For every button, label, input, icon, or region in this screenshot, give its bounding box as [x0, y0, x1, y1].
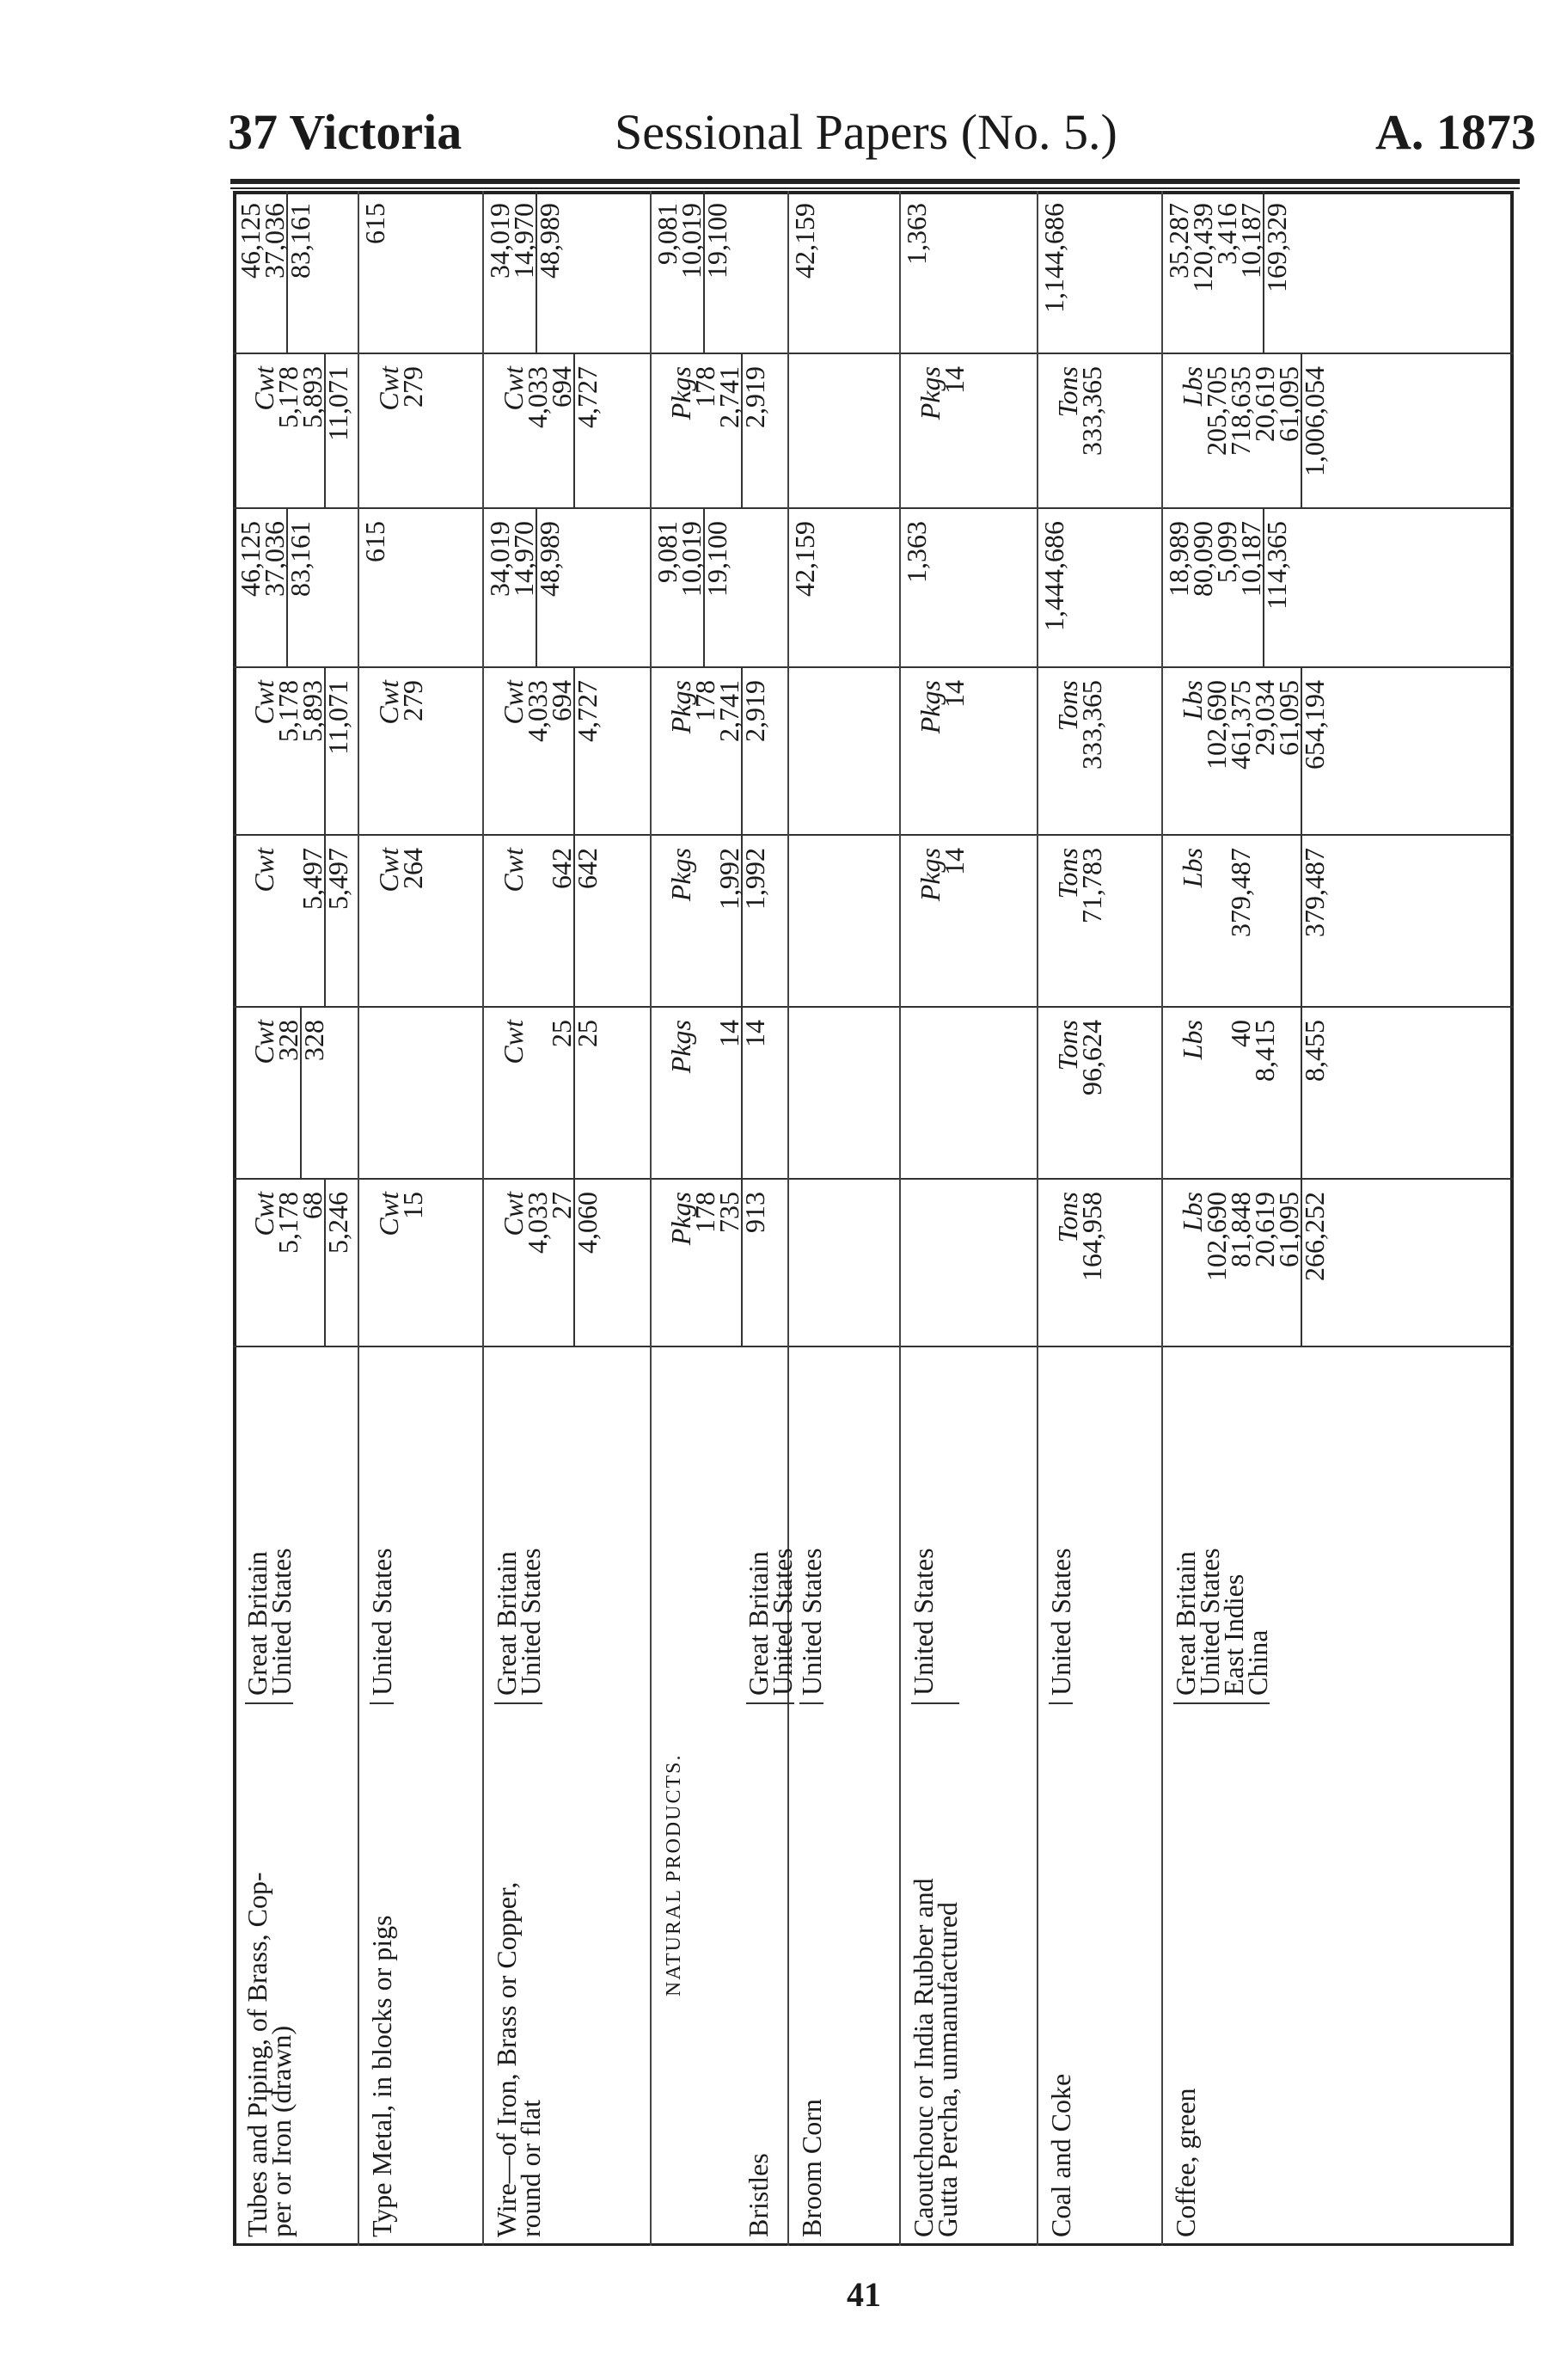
value-cell [238, 836, 353, 1008]
article-name [366, 1704, 397, 2237]
article-row [1170, 1339, 1273, 2246]
value: 14 [939, 366, 970, 394]
value-cell [363, 1008, 387, 1180]
value: 42,159 [789, 521, 820, 597]
value: 14,970 [508, 521, 539, 597]
country-list [242, 1548, 297, 1704]
unit-label: Tons [1052, 1192, 1083, 1243]
value: 14 [939, 848, 970, 875]
row-total: 5,497 [324, 836, 350, 1008]
value-cell [789, 191, 820, 354]
row-total: 8,455 [1301, 1008, 1326, 1180]
value-cell [487, 1008, 603, 1180]
article-line: Wire—of Iron, Brass or Copper, [491, 1881, 522, 2237]
row-total: 1,006,054 [1301, 354, 1326, 509]
value: 18,989 [1163, 521, 1194, 597]
value-cell [484, 509, 565, 668]
unit-label: Pkgs [665, 1020, 696, 1074]
value: 5,497 [297, 848, 328, 910]
country-name: Great Britain [491, 1551, 522, 1696]
value-cell [1038, 509, 1069, 668]
value-cell [487, 354, 603, 509]
country-list [366, 1548, 397, 1704]
unit-label: Cwt [498, 848, 529, 892]
value: 1,444,686 [1038, 521, 1069, 631]
unit-label: Cwt [248, 680, 279, 725]
value: 333,365 [1076, 366, 1107, 456]
value-cell [238, 354, 353, 509]
value [1276, 836, 1301, 1008]
country-list [1045, 1548, 1076, 1704]
value: 694 [546, 680, 577, 721]
article-line: Type Metal, in blocks or pigs [366, 1915, 397, 2237]
value: 14 [713, 1020, 744, 1047]
value: 40 [1225, 1020, 1256, 1047]
row-total: 642 [573, 836, 599, 1008]
value: 379,487 [1225, 848, 1256, 937]
value: 102,690 [1201, 680, 1232, 770]
unit-label: Cwt [373, 366, 404, 411]
row-total: 4,727 [573, 354, 599, 509]
value-cell [793, 836, 817, 1008]
value: 5,893 [297, 366, 328, 428]
value-cell [904, 1008, 928, 1180]
value: 5,099 [1211, 521, 1242, 583]
article-row [662, 1339, 798, 2246]
value: 461,375 [1225, 680, 1256, 770]
value: 279 [397, 366, 428, 408]
value: 5,178 [272, 1192, 303, 1254]
value-cell [655, 354, 770, 509]
value: 164,958 [1076, 1192, 1107, 1281]
unit-label: Cwt [373, 1192, 404, 1236]
value: 29,034 [1249, 680, 1280, 756]
value: 1,363 [901, 203, 932, 265]
value [793, 1180, 817, 1347]
value: 35,287 [1163, 203, 1194, 279]
value: 37,036 [259, 203, 290, 279]
value-column [233, 509, 1514, 668]
value: 102,690 [1201, 1192, 1232, 1281]
article-line: per or Iron (drawn) [266, 2025, 297, 2237]
article-row [366, 1339, 397, 2246]
row-total: 2,919 [741, 668, 767, 836]
row-total: 114,365 [1263, 509, 1289, 668]
unit-label: Cwt [373, 680, 404, 725]
value-column [233, 668, 1514, 836]
country-list [491, 1548, 546, 1704]
unit-label: Cwt [373, 848, 404, 892]
value: 10,019 [676, 203, 707, 279]
value-cell [363, 1180, 428, 1347]
value: 14 [939, 680, 970, 708]
value-cell [1042, 836, 1107, 1008]
value-cell [1042, 668, 1107, 836]
unit-label: Tons [1052, 1020, 1083, 1071]
value: 96,624 [1076, 1020, 1107, 1095]
value: 718,635 [1225, 366, 1256, 456]
value-cell [487, 1180, 603, 1347]
value: 25 [546, 1020, 577, 1047]
value: 27 [546, 1192, 577, 1219]
value-cell [487, 668, 603, 836]
article-line: Coal and Coke [1045, 2073, 1076, 2237]
value-cell [1166, 668, 1330, 836]
row-total: 328 [300, 1008, 326, 1180]
article-name [796, 1704, 827, 2237]
value [793, 354, 817, 509]
article-row [908, 1339, 963, 2246]
article-name [1170, 1704, 1270, 2237]
row-total: 83,161 [286, 191, 312, 354]
article-row [491, 1339, 546, 2246]
row-total: 83,161 [286, 509, 312, 668]
value: 5,893 [297, 680, 328, 742]
header-session: 37 Victoria [228, 104, 462, 160]
value-cell [363, 668, 428, 836]
value-cell [793, 354, 817, 509]
value: 10,187 [1235, 203, 1266, 279]
value: 71,783 [1076, 848, 1107, 923]
country-name: United States [796, 1548, 827, 1696]
section-heading: NATURAL PRODUCTS. [663, 1753, 685, 1997]
value-cell [1163, 191, 1292, 354]
article-line: Tubes and Piping, of Brass, Cop- [242, 1872, 272, 2237]
value: 5,178 [272, 366, 303, 428]
value-column [233, 354, 1514, 509]
value: 9,081 [652, 521, 683, 583]
value-cell [655, 836, 770, 1008]
row-total: 266,252 [1301, 1180, 1326, 1347]
value: 1,144,686 [1038, 203, 1069, 313]
page-number: 41 [847, 2275, 881, 2314]
value: 615 [359, 203, 390, 244]
article-line: Gutta Percha, unmanufactured [932, 1901, 963, 2237]
value: 178 [689, 1192, 720, 1233]
row-total: 25 [573, 1008, 599, 1180]
value: 178 [689, 366, 720, 408]
value-cell [1166, 1180, 1330, 1347]
value: 328 [272, 1020, 303, 1061]
unit-label: Pkgs [665, 1192, 696, 1246]
value-column [233, 191, 1514, 354]
country-name: United States [366, 1548, 397, 1696]
country-name: United States [266, 1548, 297, 1696]
value [1252, 836, 1276, 1008]
value [904, 1008, 928, 1180]
value: 46,125 [235, 521, 266, 597]
value-cell [904, 1180, 928, 1347]
value: 2,741 [713, 680, 744, 742]
article-line: Bristles [743, 2153, 774, 2237]
value-cell [1166, 1008, 1330, 1180]
article-name [1045, 1704, 1076, 2237]
value: 80,090 [1187, 521, 1218, 597]
value: 4,033 [522, 680, 553, 742]
value-cell [1166, 836, 1330, 1008]
value: 120,439 [1187, 203, 1218, 292]
unit-label: Cwt [498, 366, 529, 411]
article-row [1045, 1339, 1076, 2246]
value: 4,033 [522, 1192, 553, 1254]
country-list [1170, 1548, 1273, 1704]
row-total: 379,487 [1301, 836, 1326, 1008]
value: 34,019 [484, 203, 515, 279]
value: 642 [546, 848, 577, 889]
value: 3,416 [1211, 203, 1242, 265]
value: 615 [359, 521, 390, 562]
value: 2,741 [713, 366, 744, 428]
value: 42,159 [789, 203, 820, 279]
unit-label: Cwt [498, 680, 529, 725]
value-cell [655, 1008, 770, 1180]
value-cell [484, 191, 565, 354]
country-name: Great Britain [1170, 1551, 1201, 1696]
value: 37,036 [259, 521, 290, 597]
article-row [796, 1339, 827, 2246]
row-total: 19,100 [703, 191, 729, 354]
value: 333,365 [1076, 680, 1107, 770]
value: 264 [397, 848, 428, 889]
unit-label: Tons [1052, 848, 1083, 899]
value-cell [1042, 1008, 1107, 1180]
row-total: 5,246 [324, 1180, 350, 1347]
value-cell [1163, 509, 1292, 668]
header-rule [230, 179, 1520, 184]
value-cell [487, 836, 603, 1008]
value-column [233, 1180, 1514, 1347]
value-cell [1166, 354, 1330, 509]
value-cell [238, 668, 353, 836]
row-total: 48,989 [536, 191, 561, 354]
value-cell [793, 1180, 817, 1347]
row-total: 1,992 [741, 836, 767, 1008]
unit-label: Lbs [1177, 1192, 1208, 1232]
unit-label: Cwt [498, 1192, 529, 1236]
unit-label: Cwt [248, 366, 279, 411]
article-name [491, 1704, 546, 2237]
value: 8,415 [1249, 1020, 1280, 1082]
value-cell [789, 509, 820, 668]
value: 279 [397, 680, 428, 721]
article-line: round or flat [515, 2100, 546, 2237]
value-cell [235, 509, 315, 668]
country-name: China [1242, 1629, 1273, 1696]
value: 61,095 [1273, 366, 1304, 442]
article-row [242, 1339, 297, 2246]
article-name [908, 1704, 963, 2237]
country-list [908, 1548, 959, 1704]
unit-label: Pkgs [915, 366, 946, 420]
value: 4,033 [522, 366, 553, 428]
country-list [796, 1548, 827, 1704]
row-total: 48,989 [536, 509, 561, 668]
value: 20,619 [1249, 1192, 1280, 1267]
value-cell [238, 1180, 353, 1347]
value-cell [793, 668, 817, 836]
value: 61,095 [1273, 1192, 1304, 1267]
value-cell [793, 1008, 817, 1180]
value-cell [238, 1008, 329, 1180]
value [904, 1180, 928, 1347]
value: 46,125 [235, 203, 266, 279]
row-total: 913 [741, 1180, 767, 1347]
unit-label: Lbs [1177, 366, 1208, 407]
value-cell [1038, 191, 1069, 354]
article-name [242, 1704, 297, 2237]
country-name: United States [515, 1548, 546, 1696]
value: 178 [689, 680, 720, 721]
value-cell [235, 191, 315, 354]
row-total: 14 [741, 1008, 767, 1180]
value-cell [1042, 1180, 1107, 1347]
unit-label: Cwt [248, 1192, 279, 1236]
value-cell [652, 191, 732, 354]
country-name: Great Britain [242, 1551, 272, 1696]
value: 9,081 [652, 203, 683, 265]
value: 205,705 [1201, 366, 1232, 456]
country-name: United States [767, 1548, 798, 1696]
unit-label: Cwt [248, 1020, 279, 1064]
value-column [233, 836, 1514, 1008]
value-cell [359, 191, 390, 354]
unit-label: Tons [1052, 366, 1083, 418]
value: 1,992 [713, 848, 744, 910]
value-cell [655, 668, 770, 836]
country-name: United States [1194, 1548, 1225, 1696]
value [793, 836, 817, 1008]
header-title: Sessional Papers (No. 5.) [615, 104, 1117, 160]
value-cell [904, 668, 970, 836]
country-name: Great Britain [743, 1551, 774, 1696]
value-cell [652, 509, 732, 668]
value-cell [901, 509, 932, 668]
unit-label: Lbs [1177, 848, 1208, 888]
unit-label: Tons [1052, 680, 1083, 732]
article-line: Caoutchouc or India Rubber and [908, 1878, 939, 2237]
row-total: 11,071 [324, 668, 350, 836]
value: 694 [546, 366, 577, 408]
unit-label: Lbs [1177, 680, 1208, 721]
value: 61,095 [1273, 680, 1304, 756]
country-list [743, 1548, 798, 1704]
article-name [743, 1704, 794, 2237]
value-cell [363, 836, 428, 1008]
row-total: 169,329 [1263, 191, 1289, 354]
value: 15 [397, 1192, 428, 1219]
row-total: 654,194 [1301, 668, 1326, 836]
row-total: 11,071 [324, 354, 350, 509]
unit-label: Pkgs [915, 680, 946, 734]
value: 1,363 [901, 521, 932, 583]
article-line: Coffee, green [1170, 2088, 1201, 2237]
unit-label: Pkgs [665, 680, 696, 734]
value: 68 [297, 1192, 328, 1219]
row-total: 2,919 [741, 354, 767, 509]
value [793, 668, 817, 836]
value: 10,019 [676, 521, 707, 597]
unit-label: Cwt [498, 1020, 529, 1064]
rotated-trade-table [233, 191, 1514, 2246]
unit-label: Lbs [1177, 1020, 1208, 1060]
value [363, 1008, 387, 1180]
unit-label: Pkgs [665, 366, 696, 420]
value-cell [655, 1180, 770, 1347]
value [793, 1008, 817, 1180]
value: 10,187 [1235, 521, 1266, 597]
value: 735 [713, 1192, 744, 1233]
row-total: 19,100 [703, 509, 729, 668]
value-column [233, 1008, 1514, 1180]
value: 34,019 [484, 521, 515, 597]
description-column [233, 1347, 1514, 2246]
value: 14,970 [508, 203, 539, 279]
unit-label: Cwt [248, 848, 279, 892]
article-line: Broom Corn [796, 2099, 827, 2237]
value: 20,619 [1249, 366, 1280, 442]
unit-label: Pkgs [665, 848, 696, 902]
header-year: A. 1873 [1375, 104, 1536, 160]
value-cell [1042, 354, 1107, 509]
country-name: United States [1045, 1548, 1076, 1696]
value: 81,848 [1225, 1192, 1256, 1267]
country-name: East Indies [1218, 1573, 1249, 1696]
value-cell [904, 836, 970, 1008]
value-cell [363, 354, 428, 509]
value [1276, 1008, 1301, 1180]
value-cell [904, 354, 970, 509]
row-total: 4,060 [573, 1180, 599, 1347]
header-rule-thin [230, 187, 1520, 189]
row-total: 4,727 [573, 668, 599, 836]
value: 5,178 [272, 680, 303, 742]
country-name: United States [908, 1548, 939, 1696]
value-cell [359, 509, 390, 668]
value-cell [901, 191, 932, 354]
unit-label: Pkgs [915, 848, 946, 902]
